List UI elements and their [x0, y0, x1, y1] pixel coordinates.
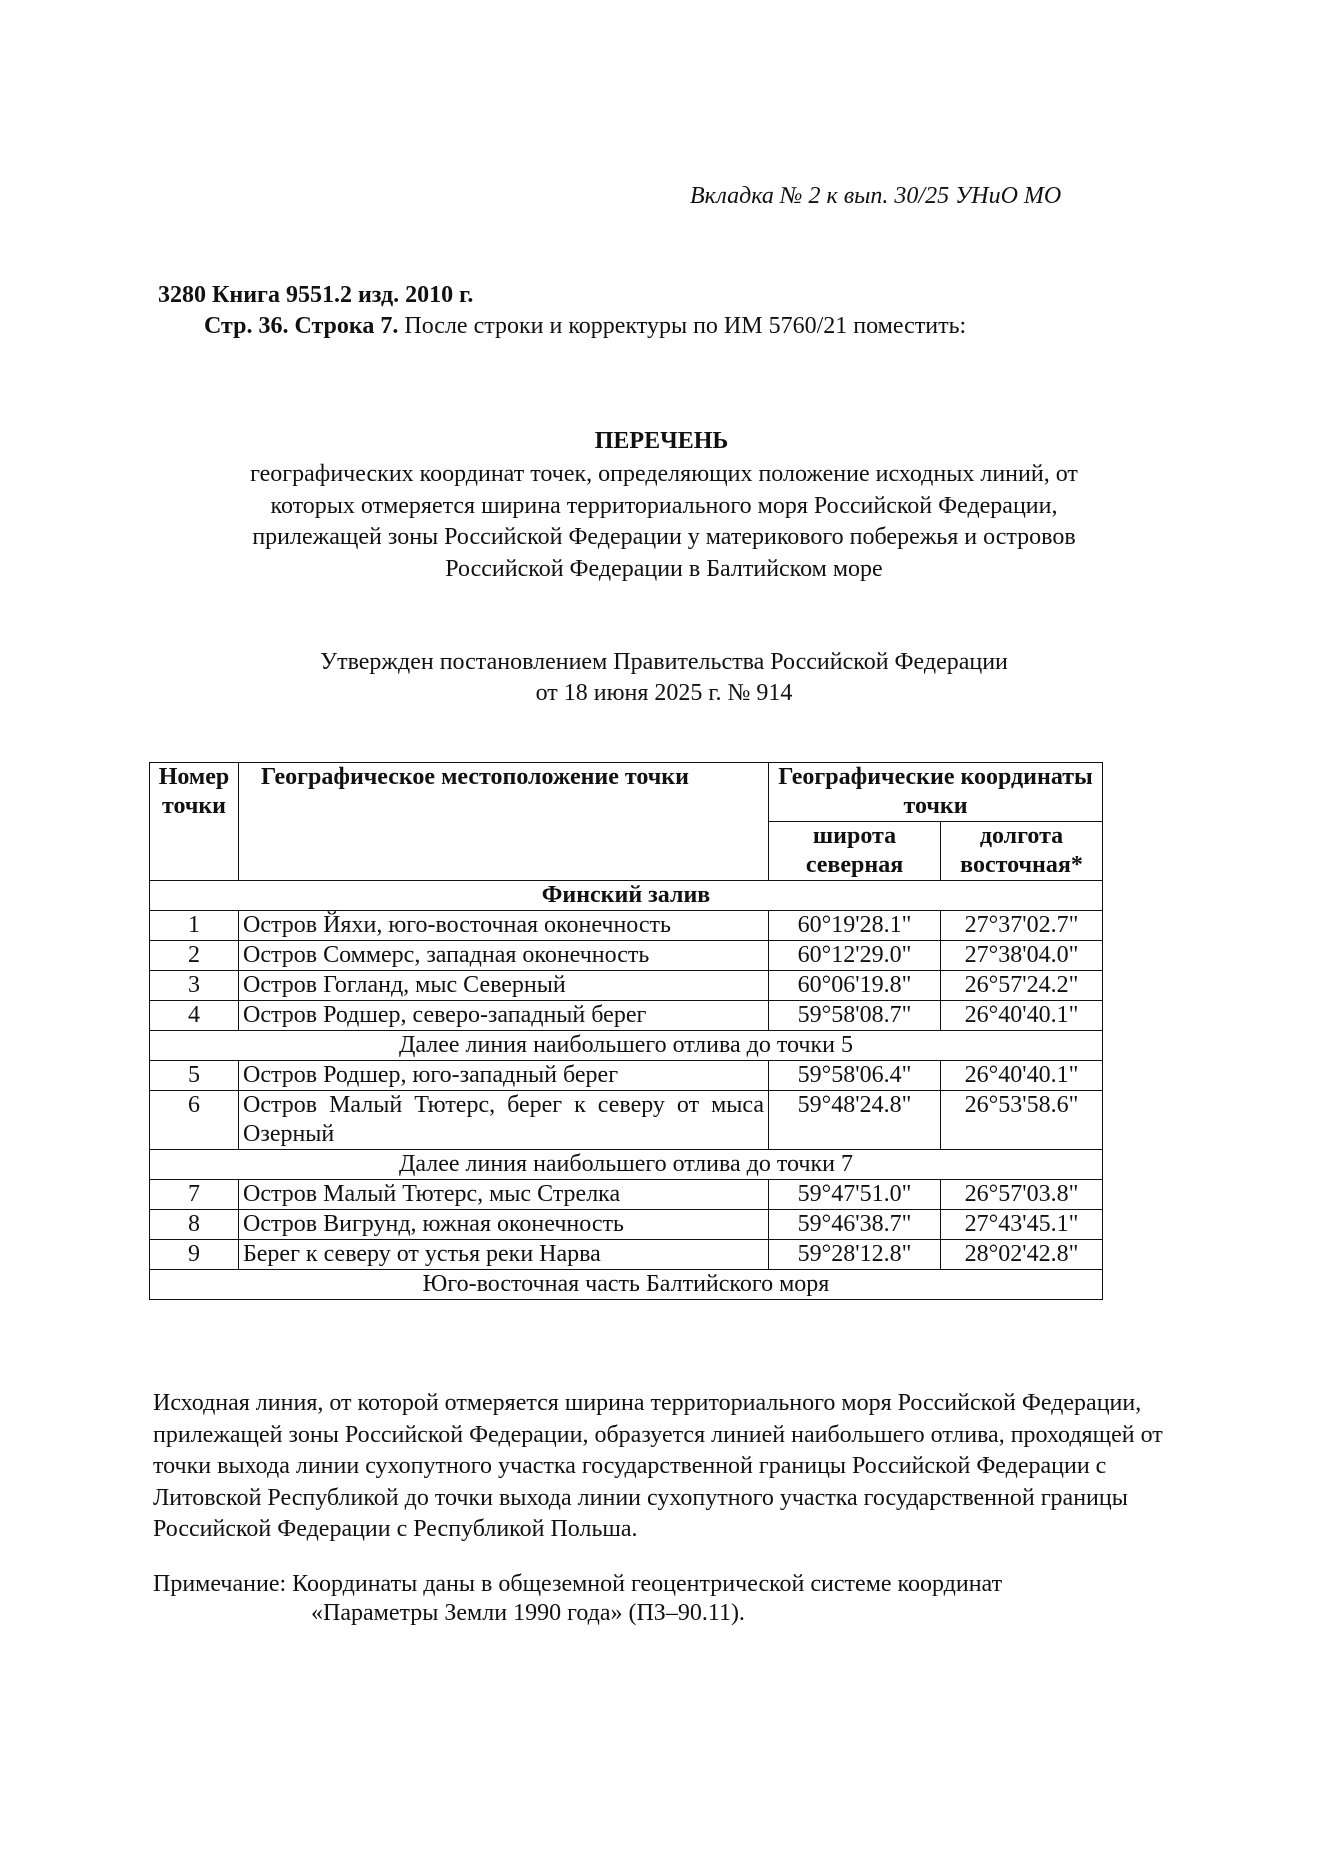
- location-cell: Берег к северу от устья реки Нарва: [239, 1240, 769, 1270]
- table-row: [150, 1180, 1103, 1210]
- span-row: [150, 1031, 1103, 1061]
- table-row: [150, 971, 1103, 1001]
- approval-line: Утвержден постановлением Правительства Российской Федерации: [320, 649, 1008, 675]
- subtitle-line: Российской Федерации в Балтийском море: [445, 555, 883, 582]
- document-title: ПЕРЕЧЕНЬ: [594, 428, 729, 454]
- low-tide-note: Далее линия наибольшего отлива до точки 5: [150, 1031, 1103, 1061]
- latitude-cell: 60°06'19.8": [769, 971, 941, 1001]
- location-cell: Остров Вигрунд, южная оконечность: [239, 1210, 769, 1240]
- longitude-cell: 26°40'40.1": [941, 1001, 1103, 1031]
- body-paragraph: Исходная линия, от которой отмеряется ширина территориального моря Российской Федерации, прилежащей зоны Российской Федерации, образуется линией наибольшего отлива, проходящей от точки выхода линии сухопутного участка государственной границы Российской Федерации с Литовской Республикой до точки выхода линии сухопутного участка государственной границы Российской Федерации с Республикой Польша.: [153, 1390, 1163, 1542]
- point-number-cell: 2: [150, 941, 239, 971]
- latitude-cell: 59°46'38.7": [769, 1210, 941, 1240]
- location-cell: Остров Соммерс, западная оконечность: [239, 941, 769, 971]
- table-header-row: [150, 763, 1103, 822]
- table-row: [150, 911, 1103, 941]
- note-line-2: «Параметры Земли 1990 года» (ПЗ–90.11).: [311, 1600, 745, 1626]
- section-row: [150, 881, 1103, 911]
- page-reference-text: После строки и корректуры по ИМ 5760/21 поместить:: [398, 313, 967, 339]
- header-coordinates: Географические координаты точки: [769, 763, 1103, 822]
- book-reference: 3280 Книга 9551.2 изд. 2010 г.: [158, 282, 474, 308]
- table-row: [150, 1061, 1103, 1091]
- longitude-cell: 26°57'03.8": [941, 1180, 1103, 1210]
- latitude-cell: 59°58'08.7": [769, 1001, 941, 1031]
- subtitle-line: географических координат точек, определяющих положение исходных линий, от: [250, 461, 1078, 487]
- point-number-cell: 4: [150, 1001, 239, 1031]
- header-location: Географическое местоположение точки: [239, 763, 769, 881]
- location-cell: Остров Малый Тютерс, мыс Стрелка: [239, 1180, 769, 1210]
- latitude-cell: 59°58'06.4": [769, 1061, 941, 1091]
- point-number-cell: 8: [150, 1210, 239, 1240]
- location-cell: Остров Йяхи, юго-восточная оконечность: [239, 911, 769, 941]
- point-number-cell: 3: [150, 971, 239, 1001]
- location-cell: Остров Малый Тютерс, берег к северу от мыса Озерный: [239, 1091, 769, 1150]
- location-cell: Остров Родшер, юго-западный берег: [239, 1061, 769, 1091]
- longitude-cell: 27°38'04.0": [941, 941, 1103, 971]
- longitude-cell: 26°57'24.2": [941, 971, 1103, 1001]
- table-row: [150, 1001, 1103, 1031]
- table-row: [150, 1240, 1103, 1270]
- table-row: [150, 1091, 1103, 1150]
- point-number-cell: 9: [150, 1240, 239, 1270]
- page-reference-bold: Стр. 36. Строка 7.: [204, 313, 399, 339]
- latitude-cell: 59°28'12.8": [769, 1240, 941, 1270]
- page-reference: [204, 313, 966, 340]
- subtitle-line: прилежащей зоны Российской Федерации у материкового побережья и островов: [252, 524, 1076, 550]
- region-title: Юго-восточная часть Балтийского моря: [150, 1270, 1103, 1300]
- point-number-cell: 1: [150, 911, 239, 941]
- longitude-cell: 27°37'02.7": [941, 911, 1103, 941]
- header-point-number: Номер точки: [150, 763, 239, 881]
- approval-line: от 18 июня 2025 г. № 914: [535, 680, 793, 706]
- point-number-cell: 6: [150, 1091, 239, 1150]
- longitude-cell: 26°53'58.6": [941, 1091, 1103, 1150]
- table-row: [150, 941, 1103, 971]
- section-title: Финский залив: [150, 881, 1103, 911]
- note-line-1: Примечание: Координаты даны в общеземной геоцентрической системе координат: [153, 1571, 1003, 1597]
- latitude-cell: 60°19'28.1": [769, 911, 941, 941]
- coordinates-table: [149, 762, 1103, 1300]
- location-cell: Остров Родшер, северо-западный берег: [239, 1001, 769, 1031]
- latitude-cell: 59°48'24.8": [769, 1091, 941, 1150]
- header-longitude: долгота восточная*: [941, 822, 1103, 881]
- latitude-cell: 60°12'29.0": [769, 941, 941, 971]
- point-number-cell: 5: [150, 1061, 239, 1091]
- longitude-cell: 26°40'40.1": [941, 1061, 1103, 1091]
- low-tide-note: Далее линия наибольшего отлива до точки 7: [150, 1150, 1103, 1180]
- approval-statement: [200, 647, 1128, 709]
- span-row: [150, 1150, 1103, 1180]
- span-row: [150, 1270, 1103, 1300]
- document-subtitle: [180, 459, 1148, 585]
- latitude-cell: 59°47'51.0": [769, 1180, 941, 1210]
- location-cell: Остров Гогланд, мыс Северный: [239, 971, 769, 1001]
- insert-header-note: Вкладка № 2 к вып. 30/25 УНиО МО: [690, 183, 1062, 209]
- longitude-cell: 27°43'45.1": [941, 1210, 1103, 1240]
- header-latitude: широта северная: [769, 822, 941, 881]
- table-row: [150, 1210, 1103, 1240]
- point-number-cell: 7: [150, 1180, 239, 1210]
- subtitle-line: которых отмеряется ширина территориального моря Российской Федерации,: [270, 492, 1058, 519]
- longitude-cell: 28°02'42.8": [941, 1240, 1103, 1270]
